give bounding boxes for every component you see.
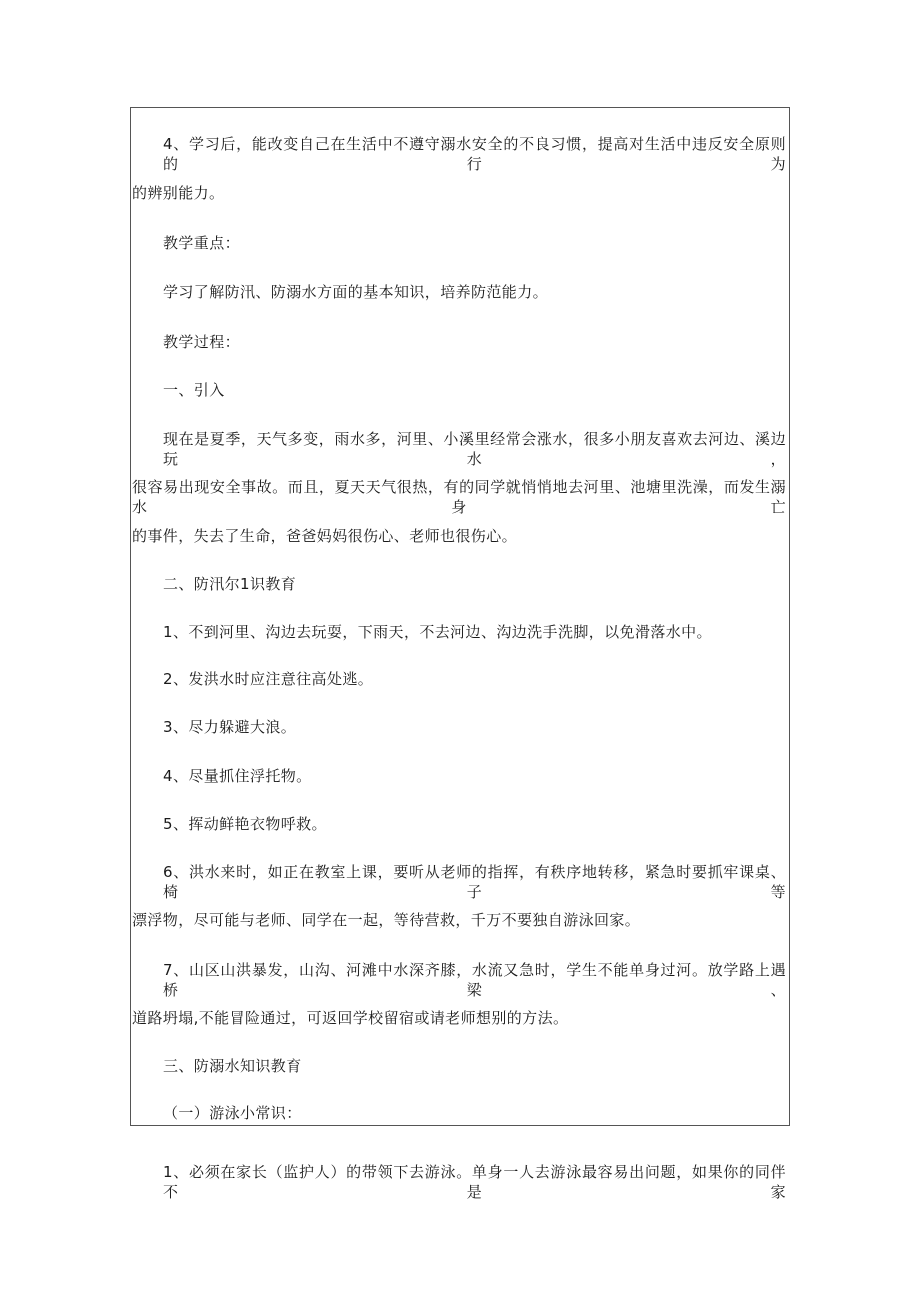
flood-tip-6-line-1: 6、洪水来时，如正在教室上课，要听从老师的指挥，有秩序地转移，紧急时要抓牢课桌、椅子等 xyxy=(163,863,786,901)
key-points-text: 学习了解防汛、防溺水方面的基本知识，培养防范能力。 xyxy=(163,283,549,301)
objective-4-line-2: 的辨别能力。 xyxy=(132,184,225,202)
heading-key-points: 教学重点： xyxy=(163,234,241,252)
flood-tip-2: 2、发洪水时应注意往高处逃。 xyxy=(163,670,374,688)
flood-tip-4: 4、尽量抓住浮托物。 xyxy=(163,767,312,785)
flood-tip-3: 3、尽力躲避大浪。 xyxy=(163,718,297,736)
heading-process: 教学过程： xyxy=(163,333,241,351)
flood-tip-5: 5、挥动鲜艳衣物呼救。 xyxy=(163,815,327,833)
subsection-1-heading: （一）游泳小常识： xyxy=(163,1104,302,1122)
flood-tip-7-line-2: 道路坍塌,不能冒险通过，可返回学校留宿或请老师想别的方法。 xyxy=(132,1009,569,1027)
section-1-heading: 一、引入 xyxy=(163,381,225,399)
intro-line-2: 很容易出现安全事故。而且，夏天天气很热，有的同学就悄悄地去河里、池塘里洗澡，而发生溺水身亡 xyxy=(132,478,786,516)
section-2-heading: 二、防汛尔1识教育 xyxy=(163,575,297,593)
objective-4-line-1: 4、学习后，能改变自己在生活中不遵守溺水安全的不良习惯，提高对生活中违反安全原则的行为 xyxy=(163,135,786,173)
swim-tip-1-line-1: 1、必须在家长（监护人）的带领下去游泳。单身一人去游泳最容易出问题，如果你的同伴不是家 xyxy=(163,1163,786,1201)
intro-line-1: 现在是夏季，天气多变，雨水多，河里、小溪里经常会涨水，很多小朋友喜欢去河边、溪边玩水， xyxy=(163,430,786,468)
flood-tip-6-line-2: 漂浮物，尽可能与老师、同学在一起，等待营救，千万不要独自游泳回家。 xyxy=(132,911,641,929)
flood-tip-1: 1、不到河里、沟边去玩耍，下雨天，不去河边、沟边洗手洗脚，以免滑落水中。 xyxy=(163,623,712,641)
flood-tip-7-line-1: 7、山区山洪暴发，山沟、河滩中水深齐膝，水流又急时，学生不能单身过河。放学路上遇桥梁、 xyxy=(163,961,786,999)
section-3-heading: 三、防溺水知识教育 xyxy=(163,1057,302,1075)
intro-line-3: 的事件，失去了生命，爸爸妈妈很伤心、老师也很伤心。 xyxy=(132,527,518,545)
